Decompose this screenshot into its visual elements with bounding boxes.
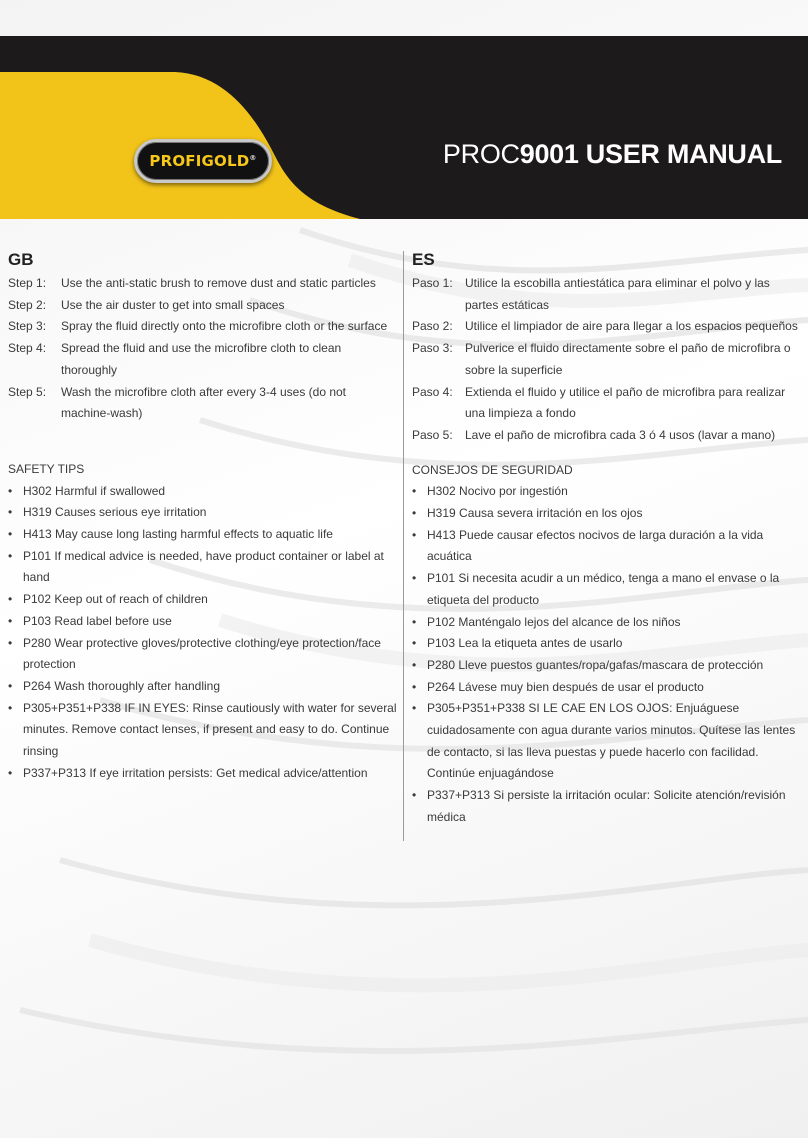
tip-text: H319 Causa severa irritación en los ojos	[427, 506, 643, 521]
step-label: Step 1:	[8, 276, 47, 290]
bullet-icon: •	[412, 657, 417, 672]
bullet-icon: •	[8, 483, 13, 498]
step-item	[412, 338, 804, 381]
bullet-icon: •	[8, 613, 13, 628]
bullet-icon: •	[412, 571, 417, 586]
tip-text: P337+P313 If eye irritation persists: Get medical advice/attention	[23, 765, 368, 780]
tip-text: P280 Wear protective gloves/protective clothing/eye protection/face protection	[23, 635, 381, 672]
tip-item	[8, 633, 398, 676]
step-text: Wash the microfibre cloth after every 3-4 uses (do not machine-wash)	[61, 384, 347, 421]
tip-item	[412, 568, 804, 611]
step-item	[8, 295, 398, 317]
tip-text: P102 Manténgalo lejos del alcance de los niños	[427, 614, 681, 629]
step-item	[8, 338, 398, 381]
tip-text: P280 Lleve puestos guantes/ropa/gafas/mascara de protección	[427, 657, 764, 672]
step-text: Spray the fluid directly onto the microfibre cloth or the surface	[61, 319, 388, 334]
step-label: Step 5:	[8, 384, 47, 399]
tip-item	[412, 677, 804, 699]
logo-text: PROFIGOLD	[149, 152, 250, 170]
tip-text: P103 Lea la etiqueta antes de usarlo	[427, 636, 623, 651]
bullet-icon: •	[8, 678, 13, 693]
header-banner	[0, 36, 808, 219]
step-text: Use the anti-static brush to remove dust and static particles	[61, 276, 376, 290]
safety-heading-es: CONSEJOS DE SEGURIDAD	[412, 462, 573, 477]
step-label: Paso 5:	[412, 427, 453, 442]
tip-text: P337+P313 Si persiste la irritación ocular: Solicite atención/revisión médica	[427, 788, 786, 824]
tip-item	[8, 502, 398, 524]
tip-item	[8, 698, 398, 763]
bullet-icon: •	[412, 679, 417, 694]
yellow-band	[0, 36, 808, 219]
step-text: Extienda el fluido y utilice el paño de microfibra para realizar una limpieza a fondo	[465, 384, 786, 421]
bullet-icon: •	[8, 592, 13, 607]
tip-text: P264 Lávese muy bien después de usar el producto	[427, 679, 704, 694]
tip-item	[412, 481, 804, 503]
step-label: Step 4:	[8, 341, 47, 356]
step-text: Utilice la escobilla antiestática para eliminar el polvo y las partes estáticas	[465, 276, 770, 312]
title-prefix: PROC	[442, 139, 520, 169]
step-item	[412, 382, 804, 425]
column-divider	[403, 251, 404, 841]
tip-item	[8, 546, 398, 589]
step-label: Paso 1:	[412, 276, 453, 290]
tip-item	[8, 763, 398, 785]
bullet-icon: •	[412, 484, 417, 499]
tip-item	[412, 785, 804, 828]
step-label: Step 2:	[8, 297, 47, 312]
step-label: Paso 2:	[412, 319, 453, 334]
step-text: Pulverice el fluido directamente sobre el paño de microfibra o sobre la superficie	[465, 341, 791, 377]
tip-item	[412, 525, 804, 568]
tip-item	[412, 612, 804, 634]
bullet-icon: •	[412, 701, 417, 716]
tip-text: H413 Puede causar efectos nocivos de larga duración a la vida acuática	[427, 527, 764, 564]
tip-item	[412, 698, 804, 785]
step-text: Lave el paño de microfibra cada 3 ó 4 usos (lavar a mano)	[465, 427, 776, 442]
step-item	[412, 273, 804, 316]
tip-text: P305+P351+P338 SI LE CAE EN LOS OJOS: Enjuáguese cuidadosamente con agua durante varios minutos. Quítese las lentes de contacto, si las lleva puestas y puede hacerlo con facilidad. Continúe enjuagándose	[427, 701, 796, 781]
tip-text: P102 Keep out of reach of children	[23, 592, 208, 607]
tip-text: H302 Harmful if swallowed	[23, 483, 166, 498]
tip-item	[8, 481, 398, 503]
step-item	[8, 382, 398, 425]
tip-text: H302 Nocivo por ingestión	[427, 484, 568, 499]
bullet-icon: •	[8, 635, 13, 650]
bullet-icon: •	[412, 788, 417, 803]
tip-item	[8, 524, 398, 546]
step-item	[8, 316, 398, 338]
tip-text: P264 Wash thoroughly after handling	[23, 678, 221, 693]
step-label: Paso 3:	[412, 341, 453, 356]
step-text: Utilice el limpiador de aire para llegar a los espacios pequeños	[465, 319, 798, 334]
bullet-icon: •	[412, 636, 417, 651]
lang-heading-gb: GB	[8, 250, 34, 269]
step-text: Use the air duster to get into small spaces	[61, 297, 285, 312]
tip-text: H413 May cause long lasting harmful effects to aquatic life	[23, 527, 333, 542]
tip-text: P103 Read label before use	[23, 613, 172, 628]
tips-list-gb	[8, 481, 398, 785]
step-label: Paso 4:	[412, 384, 453, 399]
lang-heading-es: ES	[412, 250, 435, 269]
tips-list-es	[412, 481, 804, 828]
tip-text: P305+P351+P338 IF IN EYES: Rinse cautiously with water for several minutes. Remove contact lenses, if present and easy to do. Continue rinsing	[23, 700, 397, 759]
bullet-icon: •	[412, 506, 417, 521]
step-item	[8, 273, 398, 295]
bullet-icon: •	[8, 700, 13, 715]
step-item	[412, 425, 804, 447]
bullet-icon: •	[8, 765, 13, 780]
bullet-icon: •	[412, 527, 417, 542]
steps-list-es	[412, 273, 804, 447]
step-item	[412, 316, 804, 338]
tip-item	[412, 633, 804, 655]
tip-item	[8, 676, 398, 698]
tip-text: H319 Causes serious eye irritation	[23, 505, 207, 520]
bullet-icon: •	[412, 614, 417, 629]
step-label: Step 3:	[8, 319, 47, 334]
bullet-icon: •	[8, 527, 13, 542]
tip-item	[412, 503, 804, 525]
safety-heading-gb: SAFETY TIPS	[8, 461, 85, 476]
page-title	[443, 139, 782, 170]
registered-mark: ®	[249, 154, 257, 162]
tip-item	[8, 589, 398, 611]
profigold-logo	[134, 139, 272, 183]
tip-text: P101 Si necesita acudir a un médico, tenga a mano el envase o la etiqueta del producto	[427, 571, 780, 607]
tip-item	[412, 655, 804, 677]
step-text: Spread the fluid and use the microfibre cloth to clean thoroughly	[61, 341, 342, 377]
tip-item	[8, 611, 398, 633]
column-gb	[8, 250, 398, 784]
bullet-icon: •	[8, 505, 13, 520]
column-es	[412, 250, 804, 829]
bullet-icon: •	[8, 548, 13, 563]
steps-list-gb	[8, 273, 398, 425]
title-bold: 9001 USER MANUAL	[519, 139, 782, 169]
tip-text: P101 If medical advice is needed, have product container or label at hand	[23, 548, 384, 585]
